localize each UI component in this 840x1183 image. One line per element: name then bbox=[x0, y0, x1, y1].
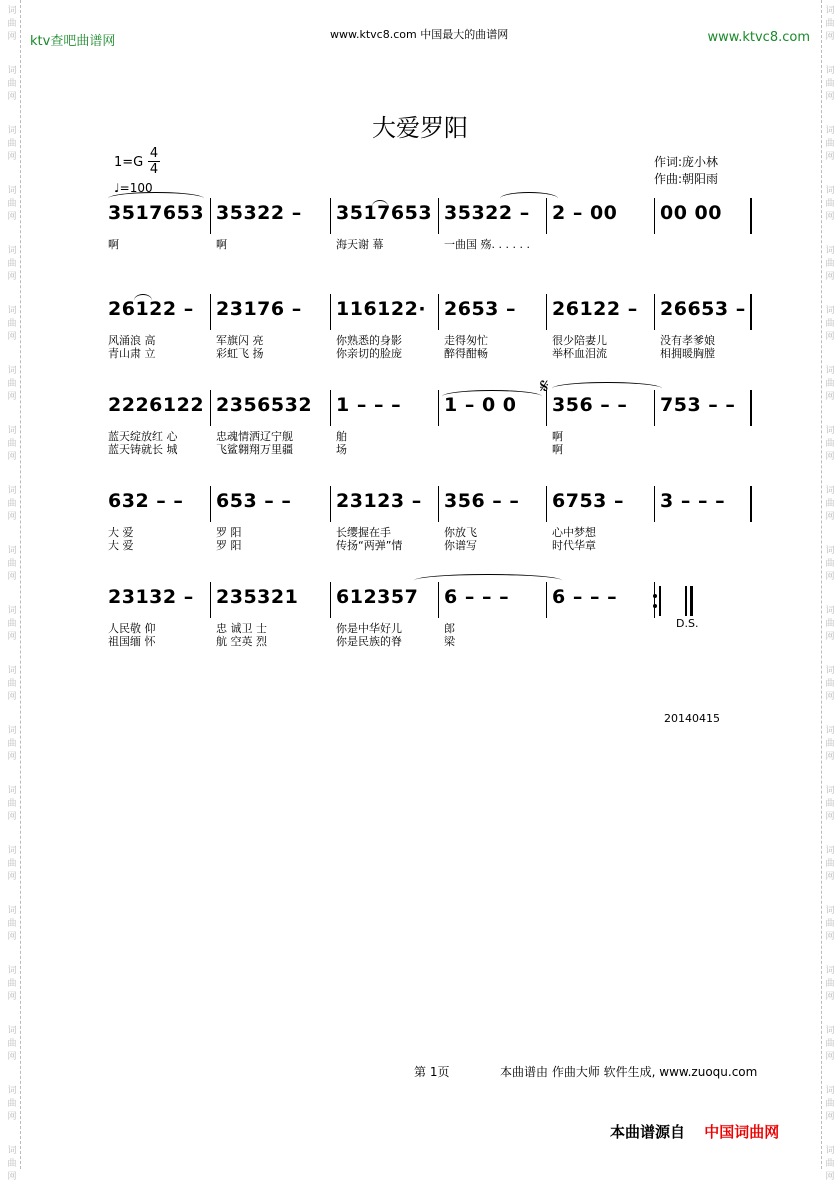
watermark-glyph: 词 bbox=[825, 366, 835, 376]
lyric-text: 忠 诚卫 士 bbox=[216, 622, 267, 635]
lyric-text: 梁 bbox=[444, 635, 455, 648]
lyric-text: 走得匆忙 bbox=[444, 334, 488, 347]
quarter-note-icon: ♩ bbox=[114, 181, 120, 195]
measure-notes: 1 – 0 0 bbox=[444, 394, 517, 416]
watermark-glyph: 网 bbox=[7, 1112, 17, 1122]
bar-line bbox=[438, 294, 439, 330]
watermark-glyph: 曲 bbox=[825, 1159, 835, 1169]
watermark-glyph: 词 bbox=[825, 606, 835, 616]
watermark-glyph: 网 bbox=[825, 872, 835, 882]
tempo-value: =100 bbox=[119, 181, 153, 195]
lyric-text: 你谱写 bbox=[444, 539, 477, 552]
measure-notes: 612357 bbox=[336, 586, 419, 608]
watermark-glyph: 曲 bbox=[825, 379, 835, 389]
watermark-glyph: 曲 bbox=[825, 679, 835, 689]
slur-mark bbox=[108, 192, 204, 205]
watermark-glyph: 词 bbox=[825, 546, 835, 556]
bar-line bbox=[210, 486, 211, 522]
lyric-text: 啊 bbox=[552, 430, 563, 443]
measure-notes: 2226122 bbox=[108, 394, 205, 416]
watermark-glyph: 网 bbox=[7, 212, 17, 222]
bar-line bbox=[546, 294, 547, 330]
lyric-text: 你是民族的脊 bbox=[336, 635, 402, 648]
watermark-glyph: 网 bbox=[7, 332, 17, 342]
watermark-glyph: 网 bbox=[825, 812, 835, 822]
watermark-glyph: 网 bbox=[825, 392, 835, 402]
watermark-glyph: 曲 bbox=[825, 19, 835, 29]
watermark-glyph: 网 bbox=[825, 452, 835, 462]
measure-notes: 3517653 bbox=[108, 202, 205, 224]
watermark-glyph: 网 bbox=[7, 1052, 17, 1062]
watermark-glyph: 曲 bbox=[7, 319, 17, 329]
watermark-glyph: 曲 bbox=[7, 499, 17, 509]
composer-credit: 作曲:朝阳雨 bbox=[654, 172, 719, 186]
bar-line bbox=[750, 486, 752, 522]
watermark-glyph: 词 bbox=[7, 1086, 17, 1096]
watermark-glyph: 网 bbox=[7, 152, 17, 162]
bar-line bbox=[330, 294, 331, 330]
lyric-text: 你是中华好儿 bbox=[336, 622, 402, 635]
bar-line bbox=[654, 294, 655, 330]
watermark-glyph: 曲 bbox=[7, 919, 17, 929]
lyric-text: 蓝天绽放红 心 bbox=[108, 430, 178, 443]
segno-icon: 𝄋 bbox=[540, 374, 549, 398]
time-signature-bottom: 4 bbox=[149, 162, 159, 177]
watermark-glyph: 曲 bbox=[7, 799, 17, 809]
watermark-glyph: 曲 bbox=[825, 619, 835, 629]
measure-notes: 00 00 bbox=[660, 202, 722, 224]
watermark-glyph: 曲 bbox=[7, 259, 17, 269]
slur-mark bbox=[552, 382, 662, 395]
watermark-glyph: 曲 bbox=[825, 1099, 835, 1109]
measure-notes: 235321 bbox=[216, 586, 299, 608]
slur-mark bbox=[134, 294, 152, 307]
watermark-glyph: 词 bbox=[7, 246, 17, 256]
watermark-glyph: 网 bbox=[825, 32, 835, 42]
watermark-glyph: 曲 bbox=[825, 979, 835, 989]
bar-line bbox=[654, 198, 655, 234]
bar-line bbox=[654, 390, 655, 426]
lyric-text: 军旗闪 亮 bbox=[216, 334, 264, 347]
measure-notes: 1 – – – bbox=[336, 394, 402, 416]
lyric-text: 你熟悉的身影 bbox=[336, 334, 402, 347]
measure-notes: 26122 – bbox=[108, 298, 194, 320]
watermark-glyph: 曲 bbox=[825, 79, 835, 89]
lyric-text: 啊 bbox=[552, 443, 563, 456]
watermark-glyph: 词 bbox=[7, 426, 17, 436]
watermark-glyph: 词 bbox=[825, 786, 835, 796]
bar-line bbox=[330, 198, 331, 234]
watermark-glyph: 词 bbox=[825, 66, 835, 76]
lyric-text: 醉得酣畅 bbox=[444, 347, 488, 360]
measure-notes: 356 – – bbox=[552, 394, 628, 416]
lyric-text: 你放飞 bbox=[444, 526, 477, 539]
watermark-glyph: 曲 bbox=[7, 1039, 17, 1049]
header-site-url[interactable]: www.ktvc8.com bbox=[707, 30, 810, 45]
lyric-text: 传扬“两弹”情 bbox=[336, 539, 403, 552]
bar-line bbox=[546, 582, 547, 618]
watermark-glyph: 曲 bbox=[7, 559, 17, 569]
watermark-glyph: 曲 bbox=[825, 259, 835, 269]
watermark-glyph: 曲 bbox=[825, 319, 835, 329]
watermark-glyph: 曲 bbox=[7, 19, 17, 29]
measure-notes: 23123 – bbox=[336, 490, 422, 512]
lyric-text: 罗 阳 bbox=[216, 526, 242, 539]
watermark-glyph: 词 bbox=[7, 1146, 17, 1156]
watermark-glyph: 词 bbox=[7, 1026, 17, 1036]
measure-notes: 753 – – bbox=[660, 394, 736, 416]
measure-notes: 23176 – bbox=[216, 298, 302, 320]
watermark-glyph: 网 bbox=[7, 512, 17, 522]
watermark-glyph: 网 bbox=[825, 512, 835, 522]
watermark-glyph: 曲 bbox=[7, 199, 17, 209]
watermark-glyph: 词 bbox=[7, 366, 17, 376]
watermark-glyph: 曲 bbox=[7, 139, 17, 149]
bar-line bbox=[330, 582, 331, 618]
bar-line bbox=[210, 294, 211, 330]
score-row bbox=[108, 486, 750, 566]
watermark-glyph: 曲 bbox=[825, 739, 835, 749]
watermark-glyph: 网 bbox=[7, 872, 17, 882]
lyric-text: 航 空英 烈 bbox=[216, 635, 267, 648]
watermark-glyph: 词 bbox=[7, 726, 17, 736]
measure-notes: 23132 – bbox=[108, 586, 194, 608]
watermark-glyph: 网 bbox=[7, 812, 17, 822]
measure-notes: 35322 – bbox=[444, 202, 530, 224]
bar-line bbox=[750, 198, 752, 234]
watermark-glyph: 曲 bbox=[825, 559, 835, 569]
measure-notes: 632 – – bbox=[108, 490, 184, 512]
slur-mark bbox=[500, 192, 558, 205]
generator-note: 本曲谱由 作曲大师 软件生成, www.zuoqu.com bbox=[500, 1065, 758, 1079]
measure-notes: 35322 – bbox=[216, 202, 302, 224]
bar-line bbox=[330, 486, 331, 522]
source-site-link[interactable]: 中国词曲网 bbox=[704, 1123, 780, 1141]
score-row bbox=[108, 198, 750, 278]
watermark-glyph: 曲 bbox=[825, 199, 835, 209]
watermark-glyph: 曲 bbox=[825, 799, 835, 809]
bar-line bbox=[438, 390, 439, 426]
watermark-glyph: 词 bbox=[825, 486, 835, 496]
lyric-text: 大 爱 bbox=[108, 526, 134, 539]
watermark-glyph: 网 bbox=[825, 332, 835, 342]
watermark-glyph: 网 bbox=[825, 212, 835, 222]
watermark-glyph: 网 bbox=[7, 272, 17, 282]
lyric-text: 啊 bbox=[108, 238, 119, 251]
watermark-glyph: 词 bbox=[7, 186, 17, 196]
bar-line bbox=[438, 582, 439, 618]
bar-line bbox=[750, 390, 752, 426]
watermark-glyph: 网 bbox=[7, 572, 17, 582]
lyric-text: 风涌浪 高 bbox=[108, 334, 156, 347]
left-watermark-strip bbox=[6, 0, 21, 1182]
watermark-glyph: 词 bbox=[7, 486, 17, 496]
watermark-glyph: 网 bbox=[825, 1052, 835, 1062]
watermark-glyph: 网 bbox=[825, 152, 835, 162]
source-credit bbox=[610, 1121, 779, 1142]
lyric-text: 举杯血泪流 bbox=[552, 347, 607, 360]
lyric-text: 青山肃 立 bbox=[108, 347, 156, 360]
measure-notes: 356 – – bbox=[444, 490, 520, 512]
watermark-glyph: 网 bbox=[7, 452, 17, 462]
watermark-glyph: 网 bbox=[825, 692, 835, 702]
watermark-glyph: 网 bbox=[825, 272, 835, 282]
watermark-glyph: 曲 bbox=[7, 979, 17, 989]
watermark-glyph: 曲 bbox=[825, 139, 835, 149]
lyric-text: 场 bbox=[336, 443, 347, 456]
measure-notes: 26122 – bbox=[552, 298, 638, 320]
watermark-glyph: 曲 bbox=[825, 499, 835, 509]
measure-notes: 2356532 bbox=[216, 394, 313, 416]
watermark-glyph: 网 bbox=[7, 992, 17, 1002]
watermark-glyph: 网 bbox=[825, 92, 835, 102]
watermark-glyph: 词 bbox=[825, 186, 835, 196]
lyric-text: 你亲切的脸庞 bbox=[336, 347, 402, 360]
lyric-text: 人民敬 仰 bbox=[108, 622, 156, 635]
right-watermark-strip bbox=[821, 0, 836, 1182]
watermark-glyph: 词 bbox=[825, 6, 835, 16]
watermark-glyph: 网 bbox=[7, 392, 17, 402]
time-signature-top: 4 bbox=[149, 146, 159, 161]
watermark-glyph: 词 bbox=[825, 426, 835, 436]
watermark-glyph: 曲 bbox=[825, 919, 835, 929]
measure-notes: 6 – – – bbox=[444, 586, 510, 608]
watermark-glyph: 网 bbox=[7, 1172, 17, 1182]
score-row bbox=[108, 294, 750, 374]
measure-notes: 6753 – bbox=[552, 490, 624, 512]
watermark-glyph: 网 bbox=[7, 752, 17, 762]
watermark-glyph: 曲 bbox=[7, 859, 17, 869]
score-row bbox=[108, 390, 750, 470]
watermark-glyph: 词 bbox=[7, 66, 17, 76]
watermark-glyph: 词 bbox=[825, 666, 835, 676]
lyric-text: 郎 bbox=[444, 622, 455, 635]
lyric-text: 舶 bbox=[336, 430, 347, 443]
lyric-text: 啊 bbox=[216, 238, 227, 251]
measure-notes: 653 – – bbox=[216, 490, 292, 512]
watermark-glyph: 词 bbox=[7, 846, 17, 856]
watermark-glyph: 词 bbox=[825, 906, 835, 916]
watermark-glyph: 词 bbox=[7, 606, 17, 616]
watermark-glyph: 词 bbox=[7, 906, 17, 916]
lyric-text: 相拥暖胸膛 bbox=[660, 347, 715, 360]
bar-line bbox=[210, 390, 211, 426]
watermark-glyph: 曲 bbox=[7, 79, 17, 89]
watermark-glyph: 曲 bbox=[825, 859, 835, 869]
watermark-glyph: 曲 bbox=[825, 439, 835, 449]
watermark-glyph: 词 bbox=[7, 786, 17, 796]
bar-line bbox=[438, 198, 439, 234]
watermark-glyph: 网 bbox=[825, 632, 835, 642]
lyric-text: 没有孝爹娘 bbox=[660, 334, 715, 347]
watermark-glyph: 网 bbox=[825, 572, 835, 582]
header-site-name[interactable]: ktv查吧曲谱网 bbox=[30, 34, 116, 49]
watermark-glyph: 词 bbox=[825, 1146, 835, 1156]
lyricist-credit: 作词:庞小林 bbox=[654, 155, 719, 169]
measure-notes: 2 – 00 bbox=[552, 202, 618, 224]
watermark-glyph: 网 bbox=[7, 92, 17, 102]
watermark-glyph: 词 bbox=[825, 246, 835, 256]
lyric-text: 彩虹飞 扬 bbox=[216, 347, 264, 360]
bar-line bbox=[654, 486, 655, 522]
measure-notes: 3517653 bbox=[336, 202, 433, 224]
lyric-text: 大 爱 bbox=[108, 539, 134, 552]
lyric-text: 飞鲨翱翔万里疆 bbox=[216, 443, 293, 456]
watermark-glyph: 曲 bbox=[7, 679, 17, 689]
watermark-glyph: 词 bbox=[825, 846, 835, 856]
lyric-text: 蓝天铸就长 城 bbox=[108, 443, 178, 456]
measure-notes: 3 – – – bbox=[660, 490, 726, 512]
watermark-glyph: 曲 bbox=[7, 379, 17, 389]
source-prefix: 本曲谱源自 bbox=[610, 1123, 686, 1141]
slur-mark bbox=[414, 574, 562, 587]
watermark-glyph: 词 bbox=[7, 546, 17, 556]
bar-line bbox=[750, 294, 752, 330]
repeat-end-sign bbox=[651, 586, 697, 620]
watermark-glyph: 词 bbox=[825, 726, 835, 736]
bar-line bbox=[330, 390, 331, 426]
watermark-glyph: 词 bbox=[7, 126, 17, 136]
date-stamp: 20140415 bbox=[664, 712, 720, 725]
watermark-glyph: 曲 bbox=[7, 739, 17, 749]
watermark-glyph: 网 bbox=[825, 932, 835, 942]
watermark-glyph: 曲 bbox=[7, 1159, 17, 1169]
watermark-glyph: 曲 bbox=[7, 1099, 17, 1109]
slur-mark bbox=[372, 200, 388, 213]
bar-line bbox=[210, 582, 211, 618]
measure-notes: 6 – – – bbox=[552, 586, 618, 608]
watermark-glyph: 网 bbox=[7, 692, 17, 702]
watermark-glyph: 网 bbox=[825, 992, 835, 1002]
watermark-glyph: 词 bbox=[7, 966, 17, 976]
measure-notes: 26653 – bbox=[660, 298, 746, 320]
watermark-glyph: 曲 bbox=[7, 619, 17, 629]
watermark-glyph: 网 bbox=[7, 632, 17, 642]
lyric-text: 心中梦想 bbox=[552, 526, 596, 539]
watermark-glyph: 词 bbox=[7, 6, 17, 16]
watermark-glyph: 词 bbox=[825, 1026, 835, 1036]
key-signature: 1=G bbox=[114, 155, 144, 170]
lyric-text: 时代华章 bbox=[552, 539, 596, 552]
watermark-glyph: 词 bbox=[7, 666, 17, 676]
watermark-glyph: 网 bbox=[825, 1112, 835, 1122]
watermark-glyph: 词 bbox=[825, 306, 835, 316]
lyric-text: 长缨握在手 bbox=[336, 526, 391, 539]
bar-line bbox=[438, 486, 439, 522]
slur-mark bbox=[442, 390, 542, 403]
watermark-glyph: 词 bbox=[825, 966, 835, 976]
watermark-glyph: 网 bbox=[825, 752, 835, 762]
measure-notes: 116122· bbox=[336, 298, 427, 320]
bar-line bbox=[210, 198, 211, 234]
lyric-text: 一曲国 殇. . . . . . bbox=[444, 238, 530, 251]
measure-notes: 2653 – bbox=[444, 298, 516, 320]
header-slogan: www.ktvc8.com 中国最大的曲谱网 bbox=[330, 28, 509, 41]
watermark-glyph: 网 bbox=[825, 1172, 835, 1182]
watermark-glyph: 曲 bbox=[825, 1039, 835, 1049]
lyric-text: 祖国缅 怀 bbox=[108, 635, 156, 648]
lyric-text: 罗 阳 bbox=[216, 539, 242, 552]
page-number: 第 1页 bbox=[414, 1065, 450, 1079]
bar-line bbox=[546, 486, 547, 522]
lyric-text: 很少陪妻儿 bbox=[552, 334, 607, 347]
ds-mark: D.S. bbox=[676, 617, 699, 630]
watermark-glyph: 曲 bbox=[7, 439, 17, 449]
time-signature bbox=[148, 146, 160, 177]
song-title: 大爱罗阳 bbox=[372, 114, 468, 142]
watermark-glyph: 网 bbox=[7, 932, 17, 942]
watermark-glyph: 网 bbox=[7, 32, 17, 42]
lyric-text: 忠魂情洒辽宁舰 bbox=[216, 430, 293, 443]
watermark-glyph: 词 bbox=[825, 126, 835, 136]
watermark-glyph: 词 bbox=[825, 1086, 835, 1096]
watermark-glyph: 词 bbox=[7, 306, 17, 316]
lyric-text: 海天谢 幕 bbox=[336, 238, 384, 251]
